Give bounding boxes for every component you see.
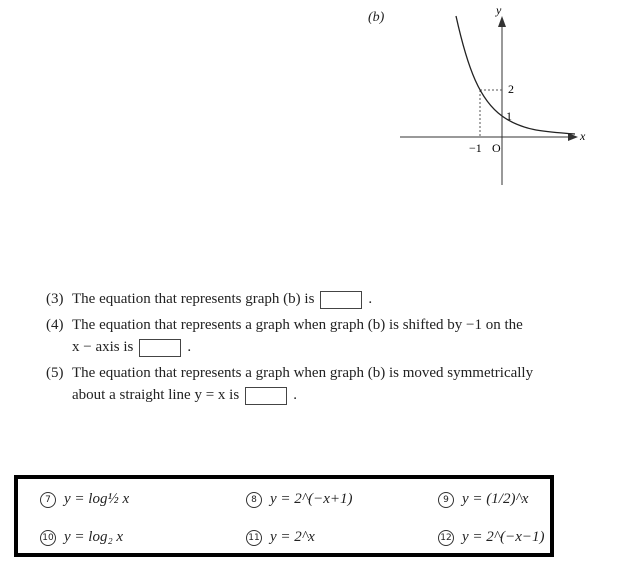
tick-2: 2 [508, 82, 514, 96]
option-8[interactable]: 8 y = 2^(−x+1) [246, 491, 353, 508]
options-box [14, 475, 554, 557]
y-axis-arrow [498, 16, 506, 27]
y-axis-label: y [496, 3, 502, 17]
option-9[interactable]: 9 y = (1/2)^x [438, 491, 528, 508]
origin-label: O [492, 141, 501, 155]
answer-box-4[interactable] [139, 339, 181, 357]
option-11[interactable]: 11 y = 2^x [246, 529, 315, 546]
question-4: (4) The equation that represents a graph when graph (b) is shifted by −1 on the x − axis is . [46, 317, 523, 355]
tick-neg1: −1 [469, 141, 482, 155]
question-3: (3) The equation that represents graph (b) is . [46, 291, 373, 307]
exponential-graph [360, 0, 619, 200]
tick-1: 1 [506, 109, 512, 123]
option-12[interactable]: 12 y = 2^(−x−1) [438, 529, 545, 546]
curve [456, 16, 575, 134]
option-7[interactable]: 7 y = log½ x [40, 491, 129, 508]
option-10[interactable]: 10 y = log₂ x [40, 529, 123, 546]
question-5: (5) The equation that represents a graph when graph (b) is moved symmetrically about a straight line y = x is . [46, 365, 534, 403]
answer-box-3[interactable] [320, 291, 362, 309]
answer-box-5[interactable] [245, 387, 287, 405]
x-axis-label: x [580, 129, 586, 143]
graph-label: (b) [368, 10, 385, 25]
